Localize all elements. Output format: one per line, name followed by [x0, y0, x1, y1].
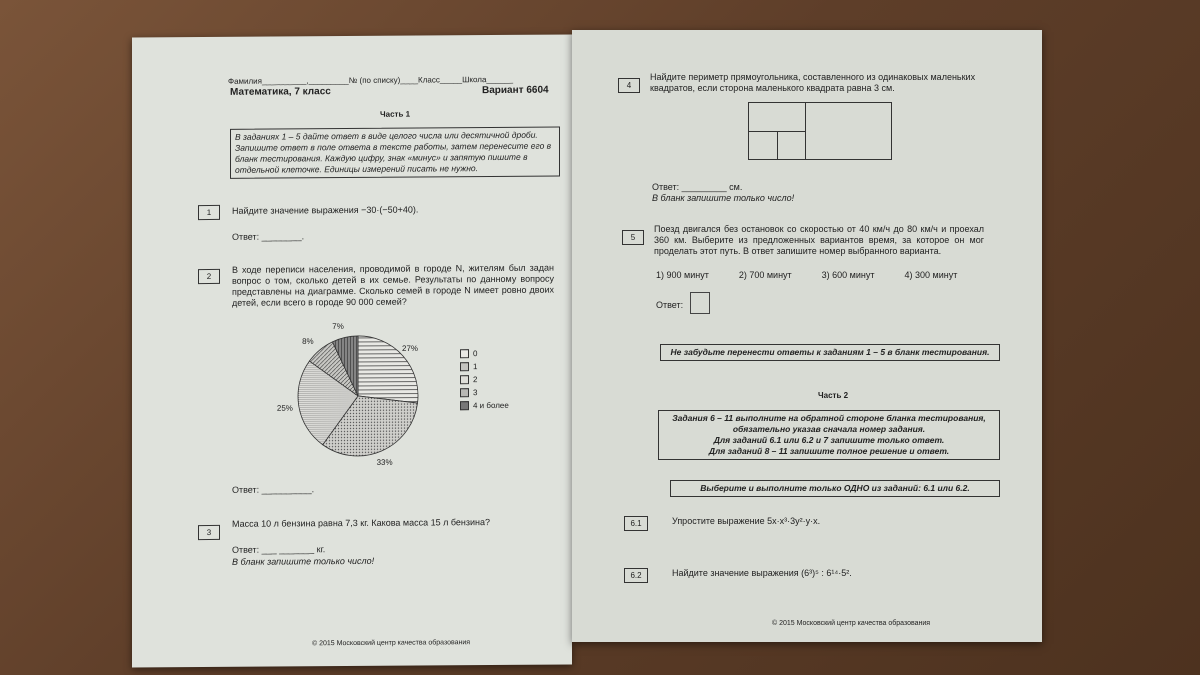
right-page: [572, 30, 1042, 642]
q2-number: 2: [198, 269, 220, 284]
pie-label-4: 8%: [302, 336, 314, 346]
legend-item-2: [460, 360, 509, 373]
q2-text: В ходе переписи населения, проводимой в городе N, жителям был задан вопрос о том, сколько детей в их семье. Результаты по данному вопросу представлены на диаграмме. Сколько семей в городе N имеет ровно двоих детей, если всего в городе 90 000 семей?: [232, 262, 554, 308]
legend-swatch: [460, 375, 469, 384]
left-footer: © 2015 Московский центр качества образования: [312, 639, 471, 648]
legend-label: 4 и более: [473, 400, 509, 411]
q1-number: 1: [198, 205, 220, 220]
q3-text: Масса 10 л бензина равна 7,3 кг. Какова масса 15 л бензина?: [232, 517, 491, 529]
part2-instr-line2: обязательно указав сначала номер задания.: [732, 424, 926, 434]
part2-heading: Часть 2: [818, 391, 849, 400]
q5-answer-box[interactable]: [690, 292, 710, 314]
legend-label: 1: [473, 362, 478, 372]
legend-label: 3: [473, 388, 478, 398]
legend-item-3: [460, 373, 509, 386]
pie-label-2: 33%: [376, 457, 393, 467]
q61-number: 6.1: [624, 516, 648, 531]
q3-number: 3: [198, 525, 220, 540]
subject-title: Математика, 7 класс: [230, 86, 331, 98]
legend-label: 0: [473, 349, 478, 359]
q62-text: Найдите значение выражения (6³)⁵ : 6¹⁴·5².: [672, 568, 852, 578]
legend-swatch: [460, 388, 469, 397]
pie-label-3: 25%: [276, 403, 293, 413]
legend-label: 2: [473, 375, 478, 385]
q5-option-4[interactable]: 4) 300 минут: [904, 270, 958, 280]
q1-answer[interactable]: Ответ: ________.: [232, 231, 305, 242]
q5-answer-label: Ответ:: [656, 300, 684, 310]
q4-note: В бланк запишите только число!: [652, 193, 795, 203]
header-fields: Фамилия__________,_________№ (по списку)____Класс_____Школа______: [228, 74, 514, 86]
q3-note: В бланк запишите только число!: [232, 555, 375, 567]
q5-text: Поезд двигался без остановок со скоростью от 40 км/ч до 80 км/ч и проехал 360 км. Выберите из предложенных вариантов время, за которое он мог проделать этот путь. В ответ запишите номер выбранного варианта.: [654, 224, 984, 256]
part2-instructions: [658, 410, 1000, 460]
part2-instr-line3: Для заданий 6.1 или 6.2 и 7 запишите только ответ.: [713, 435, 945, 445]
q5-number: 5: [622, 230, 644, 245]
part2-instr-line4: Для заданий 8 – 11 запишите полное решение и ответ.: [708, 446, 950, 456]
q5-option-3[interactable]: 3) 600 минут: [821, 270, 875, 280]
legend-swatch: [460, 362, 469, 371]
variant-label: Вариант 6604: [482, 84, 549, 97]
squares-figure: [748, 102, 892, 160]
pie-legend: [460, 347, 509, 412]
legend-swatch: [460, 349, 469, 358]
choose-one-banner: Выберите и выполните только ОДНО из заданий: 6.1 или 6.2.: [670, 480, 1000, 497]
q61-text: Упростите выражение 5x·x³·3y²·y·x.: [672, 516, 821, 526]
pie-chart: [276, 315, 552, 477]
q4-answer[interactable]: Ответ: _________ см.: [652, 182, 743, 192]
q3-answer[interactable]: Ответ: ___ _______ кг.: [232, 544, 326, 555]
q5-option-1[interactable]: 1) 900 минут: [656, 270, 709, 280]
q2-answer[interactable]: Ответ: __________.: [232, 484, 315, 495]
part1-instructions: В заданиях 1 – 5 дайте ответ в виде целого числа или десятичной дроби. Запишите ответ в поле ответа в тексте работы, затем перенесите его в бланк тестирования. Каждую цифру, знак «минус» и запятую пишите в отдельной клеточке. Единицы измерений писать не нужно.: [230, 127, 560, 179]
legend-swatch: [460, 401, 469, 410]
pie-label-1: 27%: [402, 343, 419, 354]
q5-options: [656, 270, 957, 281]
right-footer: © 2015 Московский центр качества образования: [772, 620, 931, 627]
q62-number: 6.2: [624, 568, 648, 583]
q4-text: Найдите периметр прямоугольника, составленного из одинаковых маленьких квадратов, если сторона маленького квадрата равна 3 см.: [650, 72, 976, 93]
part2-instr-line1: Задания 6 – 11 выполните на обратной стороне бланка тестирования,: [672, 413, 986, 423]
legend-item-1: [460, 347, 509, 360]
transfer-reminder: Не забудьте перенести ответы к заданиям 1 – 5 в бланк тестирования.: [660, 344, 1000, 361]
legend-item-4: [460, 386, 509, 399]
q5-option-2[interactable]: 2) 700 минут: [738, 270, 792, 280]
pie-label-5: 7%: [332, 321, 344, 331]
part1-heading: Часть 1: [380, 109, 411, 119]
q4-number: 4: [618, 78, 640, 93]
left-page: [132, 34, 572, 667]
q1-text: Найдите значение выражения −30·(−50+40).: [232, 204, 419, 216]
legend-item-5: [460, 399, 509, 412]
